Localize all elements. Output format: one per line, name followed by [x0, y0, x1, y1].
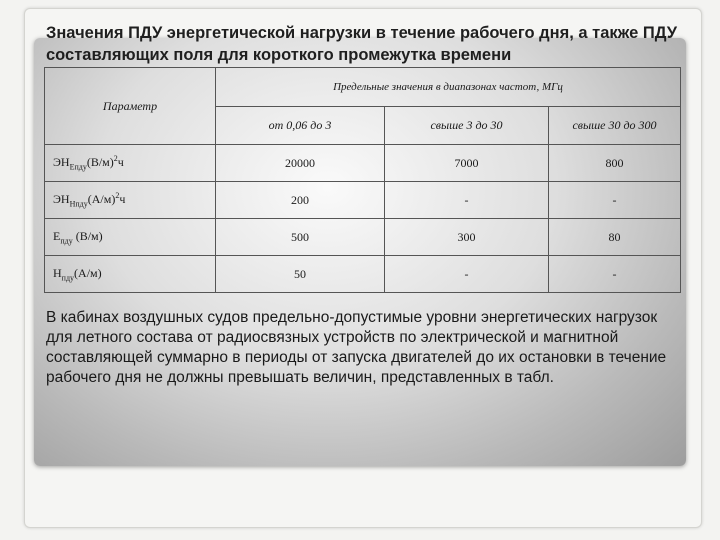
table-cell: 50	[216, 256, 385, 293]
row-parameter: $Е_{пду}$ (В/м)	[45, 219, 216, 256]
body-paragraph: В кабинах воздушных судов предельно-допустимые уровни энергетических нагрузок для летного состава от радиосвязных устройств по электрической и магнитной составляющей суммарно в периоды от запуска двигателей до их остановки в течение рабочего дня не должны превышать величин, представленных в табл.	[46, 309, 667, 386]
table-row	[45, 182, 681, 219]
row-parameter: $Н_{пду}(А/м)$	[45, 256, 216, 293]
table-cell: 300	[385, 219, 549, 256]
column-header-3: свыше 30 до 300	[549, 107, 681, 145]
column-header-2: свыше 3 до 30	[385, 107, 549, 145]
table-cell: -	[549, 256, 681, 293]
table-row	[45, 145, 681, 182]
table-cell: 20000	[216, 145, 385, 182]
column-header-1: от 0,06 до 3	[216, 107, 385, 145]
limits-table	[44, 67, 681, 293]
row-parameter: $ЭН_{Hпду}(А/м)^2ч$	[45, 182, 216, 219]
ranges-header: Предельные значения в диапазонах частот, МГц	[216, 68, 681, 107]
table-cell: 7000	[385, 145, 549, 182]
table-cell: -	[385, 182, 549, 219]
param-column-header: Параметр	[45, 68, 216, 145]
table-cell: 500	[216, 219, 385, 256]
row-parameter: $ЭН_{Епду}(В/м)^2ч$	[45, 145, 216, 182]
table-cell: 80	[549, 219, 681, 256]
slide-title: Значения ПДУ энергетической нагрузки в течение рабочего дня, а также ПДУ составляющих поля для короткого промежутка времени	[46, 24, 678, 64]
table-cell: -	[385, 256, 549, 293]
table-cell: 200	[216, 182, 385, 219]
table-row	[45, 256, 681, 293]
table-cell: 800	[549, 145, 681, 182]
table-row	[45, 219, 681, 256]
table-cell: -	[549, 182, 681, 219]
